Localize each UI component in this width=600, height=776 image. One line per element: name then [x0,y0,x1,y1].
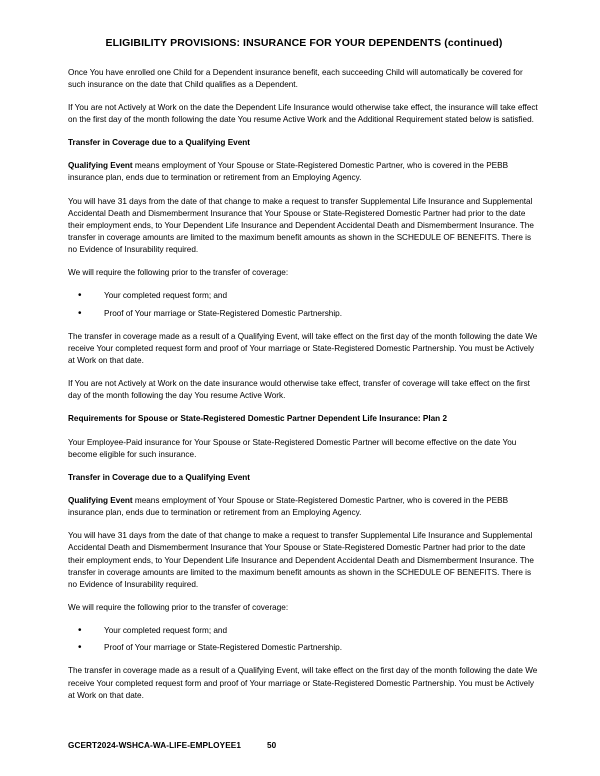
bullet-list-1 [68,290,540,319]
paragraph-transfer-effect-2: The transfer in coverage made as a result of a Qualifying Event, will take effect on the first day of the month following the date We receive Your completed request form and proof of Your marriage or State-Registered Domestic Partnership. You must be Actively at Work on that date. [68,666,538,700]
footer-page-number: 50 [266,741,277,750]
list-item [68,308,540,320]
paragraph-transfer-effect-1: The transfer in coverage made as a result of a Qualifying Event, will take effect on the first day of the month following the date We receive Your completed request form and proof of Your marriage or State-Registered Domestic Partnership. You must be Actively at Work on that date. [68,331,538,366]
heading-requirements-spouse-plan-2: Requirements for Spouse or State-Registered Domestic Partner Dependent Life Insurance: Plan 2 [68,414,447,424]
bullet-icon: • [78,642,82,654]
qualifying-event-definition-2: means employment of Your Spouse or State-Registered Domestic Partner, who is covered in the PEBB insurance plan, ends due to termination or retirement from an Employing Agency. [68,496,509,518]
paragraph-intro-child-coverage: Once You have enrolled one Child for a Dependent insurance benefit, each succeeding Child will automatically be covered for such insurance on the date that Child qualifies as a Dependent. [68,67,523,89]
qualifying-event-term-1: Qualifying Event [68,161,133,171]
qualifying-event-definition-1: means employment of Your Spouse or State-Registered Domestic Partner, who is covered in the PEBB insurance plan, ends due to termination or retirement from an Employing Agency. [68,161,509,183]
paragraph-31-days-transfer-1: You will have 31 days from the date of that change to make a request to transfer Supplemental Life Insurance and Supplemental Accidental Death and Dismemberment Insurance that Your Spouse or State-Registered Domestic Partner had prior to the date their employment ends, to Your Dependent Life Insurance and Dependent Accidental Death and Dismemberment Insurance. The transfer in coverage amounts are limited to the maximum benefit amounts as shown in the SCHEDULE OF BENEFITS. There is no Evidence of Insurability required. [68,196,534,255]
list-item [68,642,540,654]
paragraph-require-following-1: We will require the following prior to the transfer of coverage: [68,268,289,278]
heading-transfer-coverage-2: Transfer in Coverage due to a Qualifying Event [68,472,250,482]
qualifying-event-term-2: Qualifying Event [68,496,133,506]
list-item [68,625,540,637]
paragraph-not-actively-at-work: If You are not Actively at Work on the date the Dependent Life Insurance would otherwise take effect, the insurance will take effect on the first day of the month following the date You resume Active Work and the Additional Requirement stated below is satisfied. [68,102,538,125]
paragraph-not-actively-at-work-transfer: If You are not Actively at Work on the date insurance would otherwise take effect, transfer of coverage will take effect on the first day of the month following the day You resume Active Work. [68,379,530,401]
list-item-label: Proof of Your marriage or State-Registered Domestic Partnership. [104,308,343,318]
list-item-label: Your completed request form; and [104,291,228,301]
paragraph-employee-paid-effective: Your Employee-Paid insurance for Your Spouse or State-Registered Domestic Partner will become effective on the date You become eligible for such insurance. [68,437,517,459]
bullet-icon: • [78,290,82,302]
paragraph-31-days-transfer-2: You will have 31 days from the date of that change to make a request to transfer Supplemental Life Insurance and Supplemental Accidental Death and Dismemberment Insurance that Your Spouse or State-Registered Domestic Partner had prior to the date their employment ends, to Your Dependent Life Insurance and Dependent Accidental Death and Dismemberment Insurance. The transfer in coverage amounts are limited to the maximum benefit amounts as shown in the SCHEDULE OF BENEFITS. There is no Evidence of Insurability required. [68,531,534,589]
page-footer [68,741,276,750]
list-item-label: Proof of Your marriage or State-Registered Domestic Partnership. [104,643,343,653]
list-item-label: Your completed request form; and [104,626,228,636]
page-title: ELIGIBILITY PROVISIONS: INSURANCE FOR YOUR DEPENDENTS (continued) [105,37,503,49]
paragraph-qualifying-event-2 [68,495,540,519]
footer-form-number: GCERT2024-WSHCA-WA-LIFE-EMPLOYEE1 [68,741,241,750]
list-item [68,290,540,302]
paragraph-require-following-2: We will require the following prior to the transfer of coverage: [68,603,289,612]
bullet-icon: • [78,625,82,637]
bullet-list-2 [68,625,540,654]
bullet-icon: • [78,307,82,319]
heading-transfer-coverage-1: Transfer in Coverage due to a Qualifying Event [68,138,250,148]
paragraph-qualifying-event-1 [68,160,540,184]
